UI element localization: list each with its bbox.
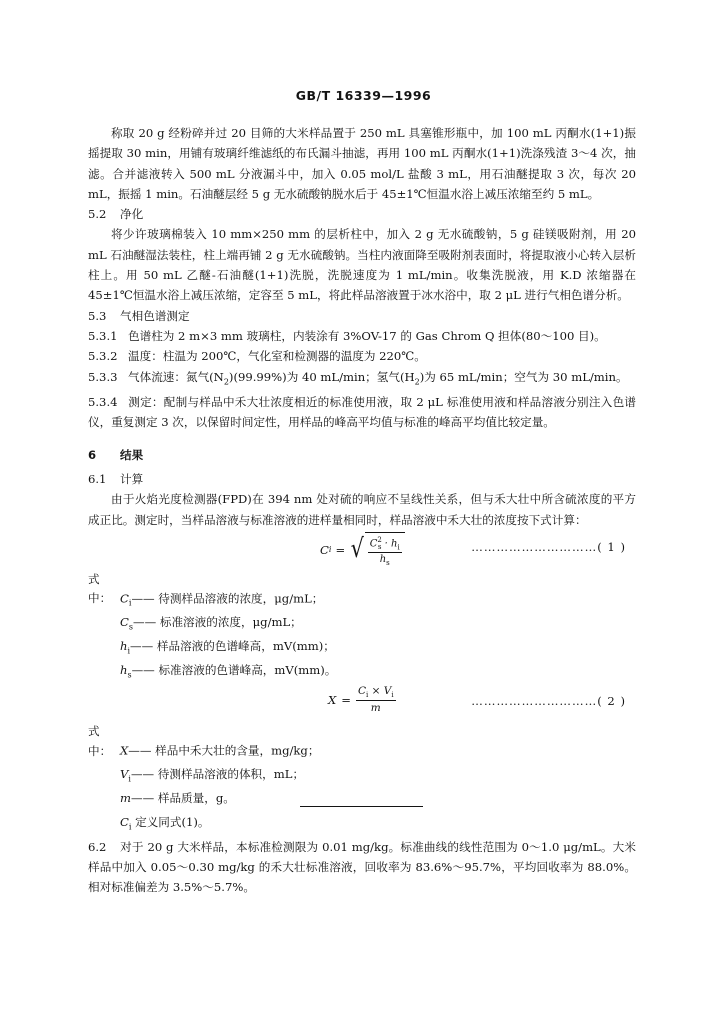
legend-row: m—— 样品质量，g。 xyxy=(120,791,235,806)
formula-2-legend xyxy=(88,722,636,836)
section-number: 6.2 xyxy=(88,839,107,854)
section-number: 5.3.4 xyxy=(88,395,118,410)
formula-1-number: ( 1 ) xyxy=(597,539,626,554)
formula-2-leader: …………………………( 2 ) xyxy=(471,694,626,709)
formula-2-expression: X = $\frac{C_i \times V_i}{m}$ xyxy=(328,685,394,715)
legend-row: $h_i——$ 样品溶液的色谱峰高，mV(mm)； xyxy=(120,638,335,656)
section-5-3-heading xyxy=(88,306,636,326)
square-root: √ $\frac{C^2_s \cdot h_i}{h_s}$ xyxy=(349,532,405,567)
section-number: 5.3.3 xyxy=(88,369,118,384)
legend-note: $C_i$ 定义同式(1)。 xyxy=(120,814,210,832)
section-6-heading xyxy=(88,445,636,465)
cleanup-paragraph: 将少许玻璃棉装入 10 mm×250 mm 的层析柱中，加入 2 g 无水硫酸钠，5 g 硅镁吸附剂，用 20 mL 石油醚湿法装柱，柱上端再铺 2 g 无水硫酸钠。当柱内液面降至吸附剂表面时，将提取液小心转入层析柱上。用 50 mL 乙醚-石油醚(1+1)洗脱，洗脱速度为 1 mL/min。收集洗脱液，用 K.D 浓缩器在 45±1℃恒温水浴上减压浓缩，定容至 5 mL，将此样品溶液置于冰水浴中，取 2 μL 进行气相色谱分析。 xyxy=(88,227,636,303)
section-5-3-2 xyxy=(88,346,636,366)
formula-1 xyxy=(88,530,636,570)
formula-1-leader: …………………………( 1 ) xyxy=(471,539,626,554)
page-content xyxy=(88,123,636,897)
section-6-1-heading xyxy=(88,469,636,489)
section-number: 6 xyxy=(88,447,97,462)
section-title: 净化 xyxy=(120,207,144,222)
fraction: $\frac{C^2_s \cdot h_i}{h_s}$ xyxy=(369,535,400,568)
legend-row: 式中： X—— 样品中禾大壮的含量，mg/kg； xyxy=(88,724,320,758)
section-number: 5.3 xyxy=(88,308,107,323)
section-number: 6.1 xyxy=(88,472,107,487)
fraction: $\frac{C_i \times V_i}{m}$ xyxy=(357,685,394,715)
section-number: 5.3.1 xyxy=(88,328,118,343)
section-text: 色谱柱为 2 m×3 mm 玻璃柱，内装涂有 3%OV-17 的 Gas Chrom Q 担体(80～100 目)。 xyxy=(128,328,606,343)
section-number: 5.3.2 xyxy=(88,349,118,364)
section-text: 温度：柱温为 200℃，气化室和检测器的温度为 220℃。 xyxy=(128,349,426,364)
section-6-2 xyxy=(88,837,636,898)
section-5-2-heading xyxy=(88,204,636,224)
legend-row: $C_s——$ 标准溶液的浓度，μg/mL； xyxy=(120,615,302,632)
formula-1-expression: C i = √ $\frac{C^2_s \cdot h_i}{h_s}$ xyxy=(320,532,405,567)
legend-row: $V_i——$ 待测样品溶液的体积，mL； xyxy=(120,767,305,784)
section-number: 5.2 xyxy=(88,207,107,222)
end-rule xyxy=(300,806,423,807)
section-title: 结果 xyxy=(120,447,144,462)
section-title: 计算 xyxy=(120,472,144,487)
section-5-3-4 xyxy=(88,392,636,433)
formula-1-legend xyxy=(88,570,636,684)
calculation-paragraph: 由于火焰光度检测器(FPD)在 394 nm 处对硫的响应不呈线性关系，但与禾大壮中所含硫浓度的平方成正比。测定时，当样品溶液与标准溶液的进样量相同时，样品溶液中禾大壮的浓度按下式计算： xyxy=(88,492,636,527)
standard-number-header: GB/T 16339—1996 xyxy=(295,88,432,103)
section-text: 气体流速：氮气$(N_2)(99.99\%)$为 40 mL/min；氢气$(H_2)$为 65 mL/min；空气为 30 mL/min。 xyxy=(128,369,628,386)
formula-2-number: ( 2 ) xyxy=(597,694,626,709)
extraction-paragraph: 称取 20 g 经粉碎并过 20 目筛的大米样品置于 250 mL 具塞锥形瓶中，加 100 mL 丙酮水(1+1)振摇提取 30 min，用铺有玻璃纤维滤纸的布氏漏斗抽滤，再用 100 mL 丙酮水(1+1)洗涤残渣 3～4 次，抽滤。合并滤液转入 500 mL 分液漏斗中，加入 0.05 mol/L 盐酸 3 mL，用石油醚提取 3 次，每次 20 mL，振摇 1 min。石油醚层经 5 g 无水硫酸钠脱水后于 45±1℃恒温水浴上减压浓缩至约 5 mL。 xyxy=(88,126,636,201)
section-text: 对于 20 g 大米样品，本标准检测限为 0.01 mg/kg。标准曲线的线性范围为 0～1.0 μg/mL。大米样品中加入 0.05～0.30 mg/kg 的禾大壮标准溶液，回收率为 83.6%～95.7%，平均回收率为 88.0%。相对标准偏差为 3.5%～5.7%。 xyxy=(88,839,636,895)
legend-row: 式中： $C_i——$ 待测样品溶液的浓度，μg/mL； xyxy=(88,571,324,608)
section-title: 气相色谱测定 xyxy=(120,308,190,323)
formula-2 xyxy=(88,684,636,722)
section-5-3-3 xyxy=(88,367,636,393)
section-5-3-1 xyxy=(88,326,636,346)
section-text: 测定：配制与样品中禾大壮浓度相近的标准使用液，取 2 μL 标准使用液和样品溶液分别注入色谱仪，重复测定 3 次，以保留时间定性，用样品的峰高平均值与标准的峰高平均值比较定量。 xyxy=(88,395,636,430)
legend-row: $h_s——$ 标准溶液的色谱峰高，mV(mm)。 xyxy=(120,662,337,679)
